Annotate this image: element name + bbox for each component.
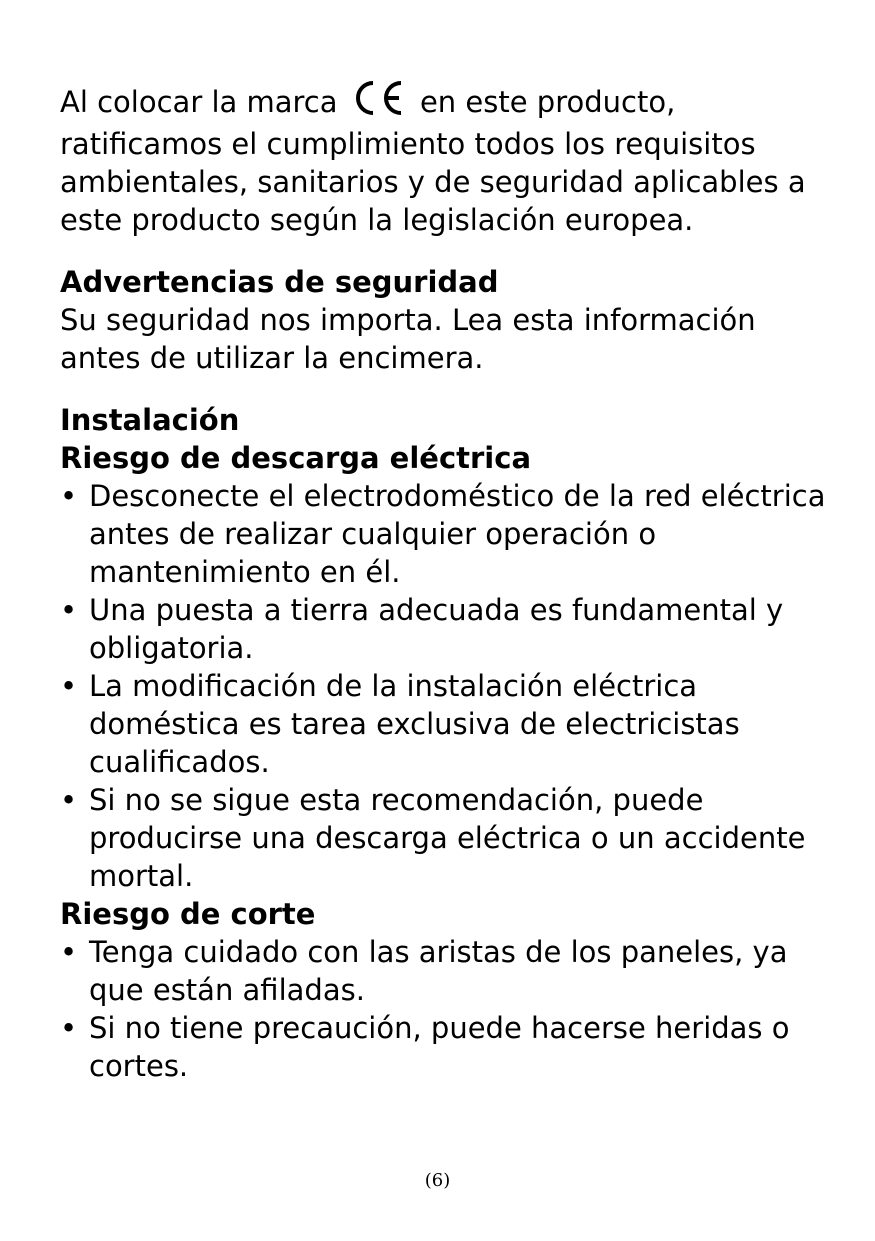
shock-risk-heading: Riesgo de descarga eléctrica xyxy=(60,441,532,475)
document-body xyxy=(60,80,840,1085)
safety-text: Su seguridad nos importa. Lea esta información antes de utilizar la encimera. xyxy=(60,303,756,375)
safety-heading: Advertencias de seguridad xyxy=(60,265,499,299)
intro-paragraph xyxy=(60,80,840,239)
page-number: (6) xyxy=(424,1170,451,1191)
safety-section xyxy=(60,263,840,377)
list-item: • Una puesta a tierra adecuada es fundamental y obligatoria. xyxy=(60,591,840,667)
intro-text-after-mark: en este producto, ratificamos el cumplimiento todos los requisitos ambientales, sanitarios y de seguridad aplicables a este producto según la legislación europea. xyxy=(60,85,806,237)
installation-section xyxy=(60,401,840,1085)
list-item: • Si no se sigue esta recomendación, puede producirse una descarga eléctrica o un accidente mortal. xyxy=(60,781,840,895)
cut-risk-list xyxy=(60,933,840,1085)
shock-risk-list xyxy=(60,477,840,895)
installation-heading: Instalación xyxy=(60,403,240,437)
list-item: • Tenga cuidado con las aristas de los paneles, ya que están afiladas. xyxy=(60,933,840,1009)
list-item: • Desconecte el electrodoméstico de la red eléctrica antes de realizar cualquier operación o mantenimiento en él. xyxy=(60,477,840,591)
cut-risk-heading: Riesgo de corte xyxy=(60,897,316,931)
list-item: • Si no tiene precaución, puede hacerse heridas o cortes. xyxy=(60,1009,840,1085)
list-item: • La modificación de la instalación eléctrica doméstica es tarea exclusiva de electricistas cualificados. xyxy=(60,667,840,781)
intro-text-before-mark: Al colocar la marca xyxy=(60,85,338,119)
ce-mark-icon xyxy=(351,80,405,125)
